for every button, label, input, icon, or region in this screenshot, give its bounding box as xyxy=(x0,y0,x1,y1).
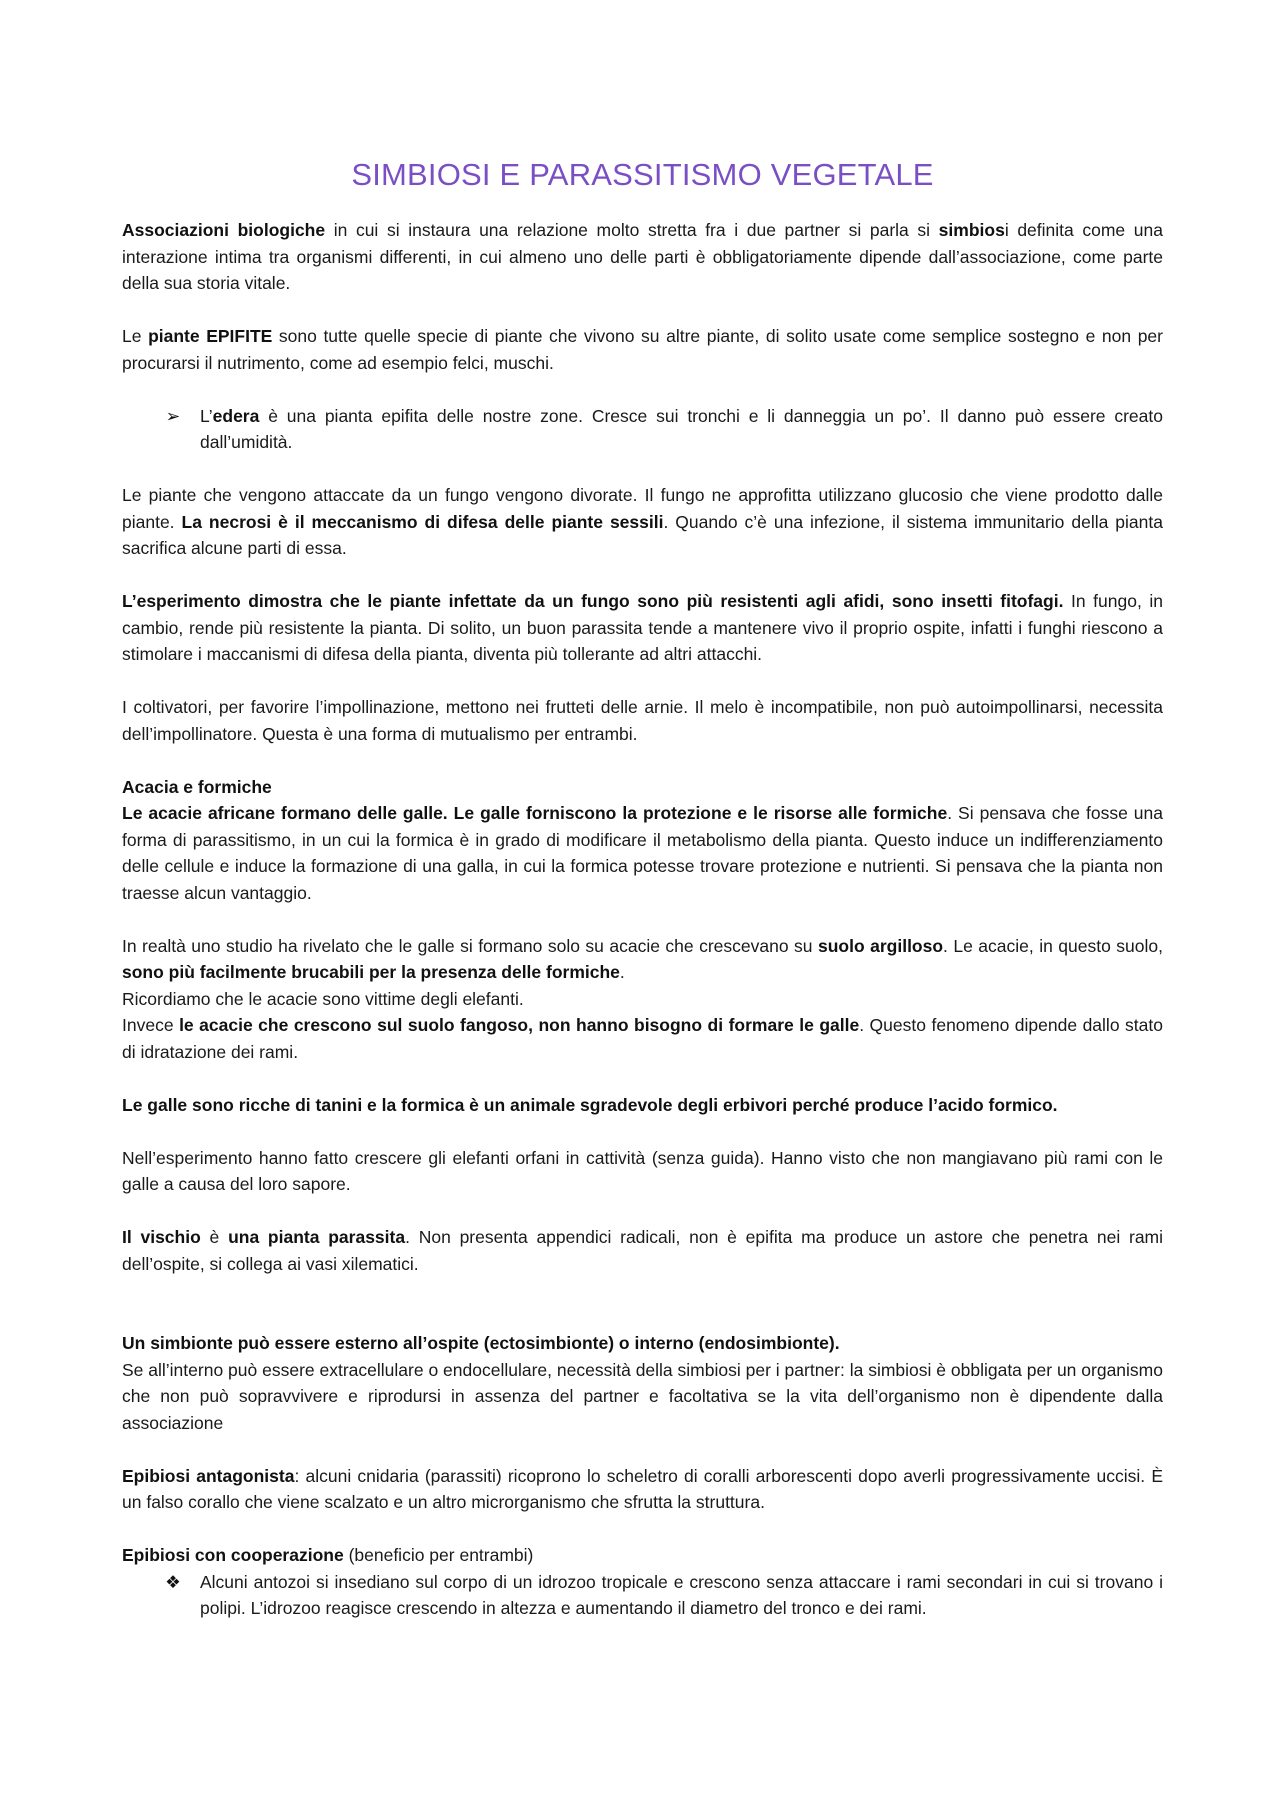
paragraph-tanini xyxy=(122,1092,1163,1119)
spacer xyxy=(122,562,1163,589)
text-span: : alcuni cnidaria (parassiti) ricoprono lo scheletro di coralli arborescenti dopo averli progressivamente uccisi. È un falso corallo che viene scalzato e un altro microrganismo che sfrutta la struttura. xyxy=(122,1465,1163,1512)
bold-term: Associazioni biologiche xyxy=(122,220,326,240)
text-span: in cui si instaura una relazione molto stretta fra i due partner si parla si xyxy=(325,220,939,240)
paragraph-elefanti: Ricordiamo che le acacie sono vittime degli elefanti. xyxy=(122,988,524,1009)
paragraph-epibiosi-antagonista xyxy=(122,1463,1163,1516)
bold-term: Le acacie africane formano delle galle. Le galle forniscono la protezione e le risorse alle formiche xyxy=(122,803,948,823)
spacer xyxy=(122,1065,1163,1092)
text-span: Invece xyxy=(122,1015,180,1035)
bold-term: La necrosi è il meccanismo di difesa delle piante sessili xyxy=(181,511,664,532)
arrow-bullet-icon: ➢ xyxy=(165,405,181,426)
bold-term: suolo argilloso xyxy=(817,935,944,956)
bold-term: Epibiosi con cooperazione xyxy=(122,1545,344,1565)
spacer xyxy=(122,668,1163,695)
text-span: . Si pensava che fosse una forma di parassitismo, in un cui la formica è in grado di modificare il metabolismo della pianta. Questo induce un indifferenziamento delle cellule e induce la formazione di una galla, in cui la formica potesse trovare protezione e nutrienti. Si pensava che la pianta non traesse alcun vantaggio. xyxy=(122,803,1164,903)
bold-term: le acacie che crescono sul suolo fangoso, non hanno bisogno di formare le galle xyxy=(179,1015,860,1035)
text-span: è xyxy=(200,1227,229,1247)
list-item xyxy=(122,403,1163,456)
text-span: . Quando c’è una infezione, il sistema immunitario della pianta sacrifica alcune parti di essa. xyxy=(122,511,1163,558)
paragraph-fungo xyxy=(122,482,1163,562)
text-span: Alcuni antozoi si insediano sul corpo di un idrozoo tropicale e crescono senza attaccare i rami secondari in cui si trovano i polipi. L’idrozoo reagisce crescendo in altezza e aumentando il diametro del tronco e dei rami. xyxy=(200,1571,1163,1618)
text-span: i definita come una interazione intima tra organismi differenti, in cui almeno uno delle parti è obbligatoriamente dipende dall’associazione, come parte della sua storia vitale. xyxy=(122,220,1163,293)
spacer xyxy=(122,376,1163,403)
heading-text: Acacia e formiche xyxy=(122,776,272,797)
spacer xyxy=(122,1198,1163,1225)
bold-term: sono più facilmente brucabili per la presenza delle formiche xyxy=(122,962,620,982)
text-span: L’ xyxy=(200,405,213,426)
text-span: . Non presenta appendici radicali, non è epifita ma produce un astore che penetra nei rami dell’ospite, si collega ai vasi xilematici. xyxy=(122,1227,1164,1274)
spacer xyxy=(122,1118,1163,1145)
paragraph-coltivatori: I coltivatori, per favorire l’impollinazione, mettono nei frutteti delle arnie. Il melo è incompatibile, non può autoimpollinarsi, necessita dell’impollinatore. Questa è una forma di mutualismo per entrambi. xyxy=(122,697,1163,744)
spacer xyxy=(122,906,1163,933)
bold-term: Il vischio xyxy=(122,1227,201,1247)
paragraph-simbionte-heading xyxy=(122,1330,1163,1357)
text-span: . Questo fenomeno dipende dallo stato di idratazione dei rami. xyxy=(122,1015,1163,1062)
text-span: Le piante che vengono attaccate da un fungo vengono divorate. Il fungo ne approfitta utilizzano glucosio che viene prodotto dalle piante. xyxy=(122,485,1163,532)
bullet-list-edera xyxy=(122,403,1163,456)
paragraph-acacia xyxy=(122,800,1163,906)
spacer xyxy=(122,1436,1163,1463)
page-title: SIMBIOSI E PARASSITISMO VEGETALE xyxy=(351,157,934,192)
text-span: Le xyxy=(122,326,149,346)
list-item xyxy=(122,1569,1163,1622)
bold-term: L’esperimento dimostra che le piante infettate da un fungo sono più resistenti agli afidi, sono insetti fitofagi. xyxy=(122,591,1064,611)
paragraph-simbionte: Se all’interno può essere extracellulare o endocellulare, necessità della simbiosi per i partner: la simbiosi è obbligata per un organismo che non può sopravvivere e riprodursi in assenza del partner e facoltativa se la vita dell’organismo non è dipendente dalla associazione xyxy=(122,1359,1163,1433)
spacer xyxy=(122,1516,1163,1543)
bold-term: simbios xyxy=(938,220,1005,240)
text-span: è una pianta epifita delle nostre zone. Cresce sui tronchi e li danneggia un po’. Il danno può essere creato dall’umidità. xyxy=(200,405,1163,452)
text-span: In fungo, in cambio, rende più resistente la pianta. Di solito, un buon parassita tende a mantenere vivo il proprio ospite, infatti i funghi riescono a stimolare i maccanismi di difesa della pianta, diventa più tollerante ad altri attacchi. xyxy=(122,591,1163,664)
text-span: . xyxy=(619,962,625,982)
bold-term: Epibiosi antagonista xyxy=(122,1465,295,1486)
bold-term: piante EPIFITE xyxy=(148,326,273,346)
paragraph-associazioni xyxy=(122,217,1163,297)
bullet-list-antozoi xyxy=(122,1569,1163,1622)
paragraph-studio xyxy=(122,933,1163,986)
paragraph-epibiosi-cooperazione xyxy=(122,1542,1163,1569)
paragraph-esperimento xyxy=(122,588,1163,668)
text-span: In realtà uno studio ha rivelato che le galle si formano solo su acacie che crescevano su xyxy=(122,935,818,956)
text-span: sono tutte quelle specie di piante che vivono su altre piante, di solito usate come semplice sostegno e non per procurarsi il nutrimento, come ad esempio felci, muschi. xyxy=(122,326,1163,373)
paragraph-orfani: Nell’esperimento hanno fatto crescere gli elefanti orfani in cattività (senza guida). Hanno visto che non mangiavano più rami con le galle a causa del loro sapore. xyxy=(122,1147,1163,1194)
spacer xyxy=(122,456,1163,483)
bold-term: Le galle sono ricche di tanini e la formica è un animale sgradevole degli erbivori perché produce l’acido formico. xyxy=(122,1094,1058,1115)
text-span: (beneficio per entrambi) xyxy=(343,1545,534,1565)
bold-term: Un simbionte può essere esterno all’ospite (ectosimbionte) o interno (endosimbionte). xyxy=(122,1333,840,1353)
four-diamond-bullet-icon: ❖ xyxy=(165,1571,181,1592)
spacer xyxy=(122,747,1163,774)
text-span: . Le acacie, in questo suolo, xyxy=(943,935,1163,956)
paragraph-epifite xyxy=(122,323,1163,376)
paragraph-vischio xyxy=(122,1224,1163,1277)
document-body xyxy=(122,155,1163,1622)
bold-term: edera xyxy=(212,405,260,426)
bold-term: una pianta parassita xyxy=(228,1227,406,1247)
spacer xyxy=(122,297,1163,324)
section-heading-acacia xyxy=(122,774,1163,801)
spacer xyxy=(122,1277,1163,1330)
paragraph-fangoso xyxy=(122,1012,1163,1065)
